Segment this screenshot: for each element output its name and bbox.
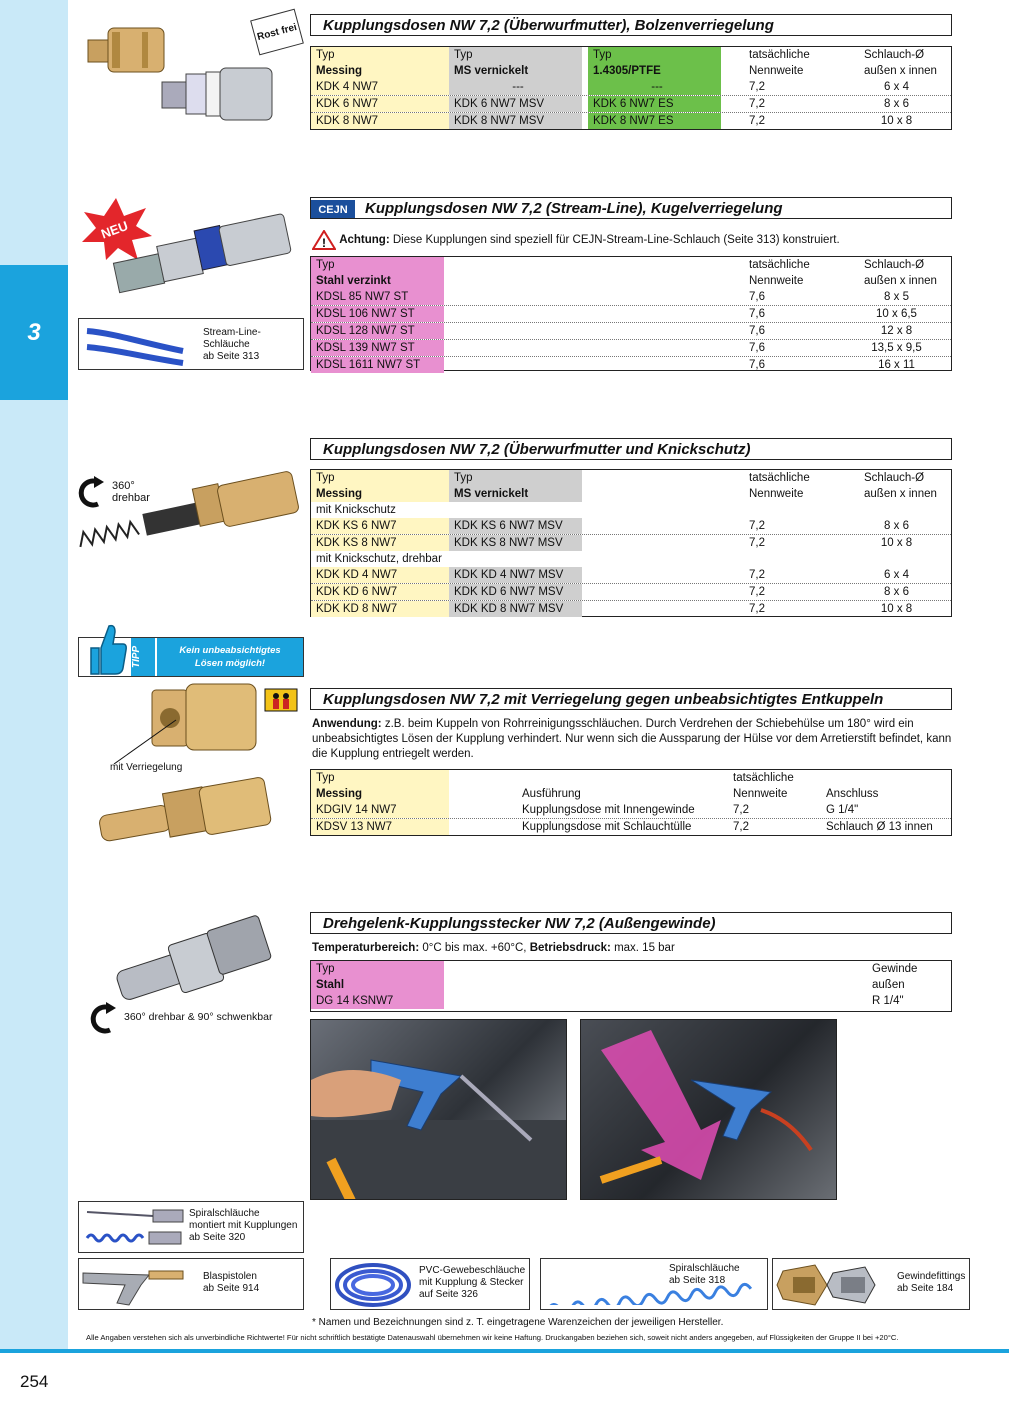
- operating-conditions: [312, 941, 675, 956]
- footer-rule: [0, 1349, 1009, 1353]
- neu-text: NEU: [98, 218, 130, 242]
- table-cell: 7,2: [733, 821, 749, 833]
- table-cell: 6 x 4: [884, 81, 909, 93]
- xref-spiral-mounted[interactable]: [78, 1201, 304, 1253]
- table-cell: KDK KD 6 NW7 MSV: [449, 584, 582, 600]
- xref-pvc[interactable]: [330, 1258, 530, 1310]
- table-cell: 16 x 11: [878, 359, 915, 371]
- table-cell: 7,2: [749, 603, 765, 615]
- table-cell: 7,6: [749, 308, 765, 320]
- blue-hose-image: [83, 323, 193, 367]
- blow-gun-in-hand-icon: [311, 1020, 567, 1200]
- application-text: z.B. beim Kuppeln von Rohrreinigungsschläuchen. Durch Verdrehen der Schiebehülse um 180° wird ein unbeabsichtigtes Lösen der Kupplung verhindert. Nur wenn sich die Aussparung der Hülse vor dem Arretierstift befindet, kann die Kupplung entriegelt werden.: [312, 718, 952, 760]
- table-cell: Anschluss: [826, 788, 879, 800]
- pressure-label: Betriebsdruck:: [529, 942, 611, 954]
- xref-spiral-text: Spiralschläuche ab Seite 318: [669, 1263, 740, 1286]
- section-title-3: [310, 438, 952, 460]
- section-title-1: [310, 14, 952, 36]
- thread-fittings-image: [775, 1261, 887, 1309]
- table-cell: KDK 8 NW7: [311, 113, 449, 129]
- footnote: * Namen und Bezeichnungen sind z. T. eingetragene Warenzeichen der jeweiligen Hersteller.: [312, 1317, 724, 1328]
- blow-gun-icon: [79, 1261, 187, 1309]
- table-cell: Schlauch-Ø außen x innen: [864, 472, 937, 500]
- xref-stream-line-text: Stream-Line- Schläuche ab Seite 313: [203, 327, 261, 362]
- table-cell: KDGIV 14 NW7: [311, 802, 449, 818]
- section-title-1-text: Kupplungsdosen NW 7,2 (Überwurfmutter), Bolzenverriegelung: [323, 17, 774, 34]
- xref-spiral-mounted-text: Spiralschläuche montiert mit Kupplungen ab Seite 320: [189, 1208, 298, 1243]
- table-cell: KDSL 85 NW7 ST: [311, 289, 444, 305]
- table-cell: ---: [449, 79, 582, 95]
- table-cell: Schlauch Ø 13 innen: [826, 821, 933, 833]
- table-row: [311, 96, 951, 113]
- table-cell: Typ Messing: [311, 470, 449, 502]
- xref-blaspistolen[interactable]: [78, 1258, 304, 1310]
- table-cell: KDK 8 NW7 ES: [588, 113, 721, 129]
- table-cell: 8 x 6: [884, 98, 909, 110]
- section-title-4: [310, 688, 952, 710]
- stream-line-coupling-image: [110, 206, 300, 306]
- table-row: [311, 601, 951, 617]
- section-title-4-text: Kupplungsdosen NW 7,2 mit Verriegelung gegen unbeabsichtigtes Entkuppeln: [323, 691, 884, 708]
- table-cell: 7,2: [733, 804, 749, 816]
- table-cell: 8 x 6: [884, 520, 909, 532]
- table-cell: 10 x 8: [880, 537, 913, 549]
- table-row: [311, 584, 951, 601]
- table-3-header: [311, 470, 951, 502]
- table-cell: ---: [588, 79, 721, 95]
- table-5: [310, 960, 952, 1012]
- table-row: [311, 993, 951, 1009]
- table-cell: 7,6: [749, 291, 765, 303]
- table-cell: Kupplungsdose mit Innengewinde: [522, 804, 695, 816]
- table-cell: KDK KS 8 NW7 MSV: [449, 535, 582, 551]
- table-cell: 7,2: [749, 569, 765, 581]
- xref-spiral[interactable]: [540, 1258, 768, 1310]
- rostfrei-label: Rost frei: [255, 21, 299, 43]
- table-cell: KDK 6 NW7: [311, 96, 449, 112]
- table-cell: KDK KS 6 NW7 MSV: [449, 518, 582, 534]
- table-cell: Typ MS vernickelt: [449, 470, 582, 502]
- disclaimer: Alle Angaben verstehen sich als unverbindliche Richtwerte! Für nicht schriftlich bestätigte Datenauswahl übernehmen wir keine Haftung. Druckangaben beziehen sich, soweit nicht anders angegeben, auf Flüssigkeiten der Gruppe II bei +20°C.: [86, 1333, 899, 1342]
- engine-photo-2: [580, 1019, 837, 1200]
- application-note: [312, 717, 952, 762]
- kink-protection-coupling-image: [72, 470, 304, 552]
- table-4-header: [311, 770, 951, 802]
- t1-h-c4: tatsächliche Nennweite: [749, 49, 810, 77]
- table-3: [310, 469, 952, 617]
- table-cell: KDK KS 6 NW7: [311, 518, 449, 534]
- coupling-image-steel: [158, 58, 278, 130]
- t2-h-c1: Typ Stahl verzinkt: [311, 257, 444, 289]
- table-row: [311, 802, 951, 819]
- lock-caption: mit Verriegelung: [110, 762, 183, 773]
- table-cell: KDK KD 8 NW7 MSV: [449, 601, 582, 617]
- temp-label: Temperaturbereich:: [312, 942, 420, 954]
- table-cell: KDSL 128 NW7 ST: [311, 323, 444, 339]
- cejn-logo: CEJN: [311, 200, 355, 219]
- chapter-number: 3: [27, 318, 41, 346]
- rotate-caption: 360° drehbar: [112, 480, 150, 504]
- table-2-header: [311, 257, 951, 289]
- warning-label: Achtung:: [339, 234, 390, 247]
- section-title-3-text: Kupplungsdosen NW 7,2 (Überwurfmutter und Knickschutz): [323, 441, 751, 458]
- table-cell: Typ Stahl: [311, 961, 444, 993]
- t1-h-c2: Typ MS vernickelt: [449, 47, 582, 79]
- lock-pointer-line: [110, 716, 180, 768]
- table-cell: 7,2: [749, 81, 765, 93]
- page-number: 254: [20, 1372, 49, 1391]
- table-row: [311, 113, 951, 129]
- t1-h-c1: Typ Messing: [311, 47, 449, 79]
- lockable-coupling-image-2: [96, 776, 272, 852]
- t2-h-c5: Schlauch-Ø außen x innen: [864, 259, 937, 287]
- table-1-header: [311, 47, 951, 79]
- table-cell: 10 x 8: [880, 603, 913, 615]
- rotate-swivel-icon: [90, 1002, 120, 1036]
- tipp-text-bar: [157, 638, 303, 676]
- table-cell: mit Knickschutz: [316, 504, 396, 516]
- xref-stream-line-hoses[interactable]: [78, 318, 304, 370]
- table-row: [311, 340, 951, 357]
- warning-note: [312, 230, 840, 250]
- table-cell: R 1/4": [872, 995, 904, 1007]
- table-cell: KDK 6 NW7 MSV: [449, 96, 582, 112]
- table-2: [310, 256, 952, 371]
- table-cell: 10 x 8: [880, 115, 913, 127]
- svg-text:!: !: [322, 236, 326, 250]
- table-cell: KDSL 1611 NW7 ST: [311, 357, 444, 373]
- t2-h-c4: tatsächliche Nennweite: [749, 259, 810, 287]
- table-cell: 7,6: [749, 359, 765, 371]
- table-cell: KDK KD 6 NW7: [311, 584, 449, 600]
- xref-fittings[interactable]: [772, 1258, 970, 1310]
- table-row: [311, 289, 951, 306]
- table-row: [311, 306, 951, 323]
- section-title-2: [310, 197, 952, 219]
- group-label: [311, 551, 951, 567]
- table-cell: KDK KD 8 NW7: [311, 601, 449, 617]
- pvc-hose-coil-image: [333, 1259, 419, 1311]
- table-cell: 10 x 6,5: [876, 308, 917, 320]
- application-label: Anwendung:: [312, 718, 382, 730]
- table-cell: KDSV 13 NW7: [311, 819, 449, 835]
- t1-h-c5: Schlauch-Ø außen x innen: [864, 49, 937, 77]
- t1-h-c3: Typ 1.4305/PTFE: [588, 47, 721, 79]
- table-row: [311, 357, 951, 373]
- table-5-header: [311, 961, 951, 993]
- table-row: [311, 535, 951, 551]
- xref-pvc-text: PVC-Gewebeschläuche mit Kupplung & Stecker auf Seite 326: [419, 1265, 526, 1300]
- thumbs-up-icon: [83, 618, 127, 676]
- pressure-text: max. 15 bar: [614, 942, 675, 954]
- table-cell: 7,2: [749, 537, 765, 549]
- warning-text: Diese Kupplungen sind speziell für CEJN-Stream-Line-Schlauch (Seite 313) konstruiert.: [392, 234, 840, 247]
- table-cell: 7,6: [749, 342, 765, 354]
- xref-fittings-text: Gewindefittings ab Seite 184: [897, 1271, 966, 1294]
- table-cell: KDSL 106 NW7 ST: [311, 306, 444, 322]
- table-cell: DG 14 KSNW7: [311, 993, 444, 1009]
- table-cell: tatsächliche Nennweite: [749, 472, 810, 500]
- table-1: [310, 46, 952, 130]
- sidebar: [0, 0, 68, 1352]
- table-cell: Gewinde außen: [872, 963, 918, 991]
- table-cell: Kupplungsdose mit Schlauchtülle: [522, 821, 692, 833]
- table-cell: 7,6: [749, 325, 765, 337]
- table-row: [311, 79, 951, 96]
- table-cell: KDK 4 NW7: [311, 79, 449, 95]
- table-cell: KDK KS 8 NW7: [311, 535, 449, 551]
- table-cell: KDK 8 NW7 MSV: [449, 113, 582, 129]
- warning-icon: [312, 230, 336, 250]
- table-cell: 6 x 4: [884, 569, 909, 581]
- table-row: [311, 323, 951, 340]
- blow-gun-arrow-icon: [581, 1020, 837, 1200]
- table-4: [310, 769, 952, 836]
- table-cell: G 1/4": [826, 804, 859, 816]
- table-cell: 8 x 5: [884, 291, 909, 303]
- group-label: [311, 502, 951, 518]
- tipp-label: TIPP: [131, 638, 155, 676]
- table-cell: 12 x 8: [880, 325, 913, 337]
- table-cell: 7,2: [749, 115, 765, 127]
- table-cell: 7,2: [749, 520, 765, 532]
- tipp-text: Kein unbeabsichtigtes Lösen möglich!: [179, 645, 281, 669]
- spiral-hose-coupling-image: [83, 1208, 187, 1248]
- engine-photo-1: [310, 1019, 567, 1200]
- safety-icon: [264, 688, 298, 712]
- table-cell: 7,2: [749, 586, 765, 598]
- rotate-swivel-caption: 360° drehbar & 90° schwenkbar: [124, 1011, 273, 1023]
- table-cell: Typ Messing: [311, 770, 449, 802]
- table-cell: KDSL 139 NW7 ST: [311, 340, 444, 356]
- tipp-box: [78, 637, 304, 677]
- section-title-2-text: Kupplungsdosen NW 7,2 (Stream-Line), Kugelverriegelung: [365, 200, 783, 217]
- table-cell: mit Knickschutz, drehbar: [316, 553, 442, 565]
- table-cell: Ausführung: [522, 788, 581, 800]
- temp-text: 0°C bis max. +60°C,: [422, 942, 527, 954]
- table-cell: KDK KD 4 NW7: [311, 567, 449, 583]
- rostfrei-badge: [250, 9, 304, 56]
- table-cell: KDK 6 NW7 ES: [588, 96, 721, 112]
- table-cell: KDK KD 4 NW7 MSV: [449, 567, 582, 583]
- table-row: [311, 819, 951, 835]
- chapter-tab[interactable]: [0, 265, 68, 400]
- table-cell: 7,2: [749, 98, 765, 110]
- table-row: [311, 567, 951, 584]
- swivel-plug-image: [114, 912, 274, 1008]
- table-row: [311, 518, 951, 535]
- table-cell: tatsächliche Nennweite: [733, 772, 794, 800]
- xref-blaspistolen-text: Blaspistolen ab Seite 914: [203, 1271, 260, 1294]
- section-title-5-text: Drehgelenk-Kupplungsstecker NW 7,2 (Außengewinde): [323, 915, 716, 932]
- section-title-5: [310, 912, 952, 934]
- table-cell: 13,5 x 9,5: [871, 342, 922, 354]
- table-cell: 8 x 6: [884, 586, 909, 598]
